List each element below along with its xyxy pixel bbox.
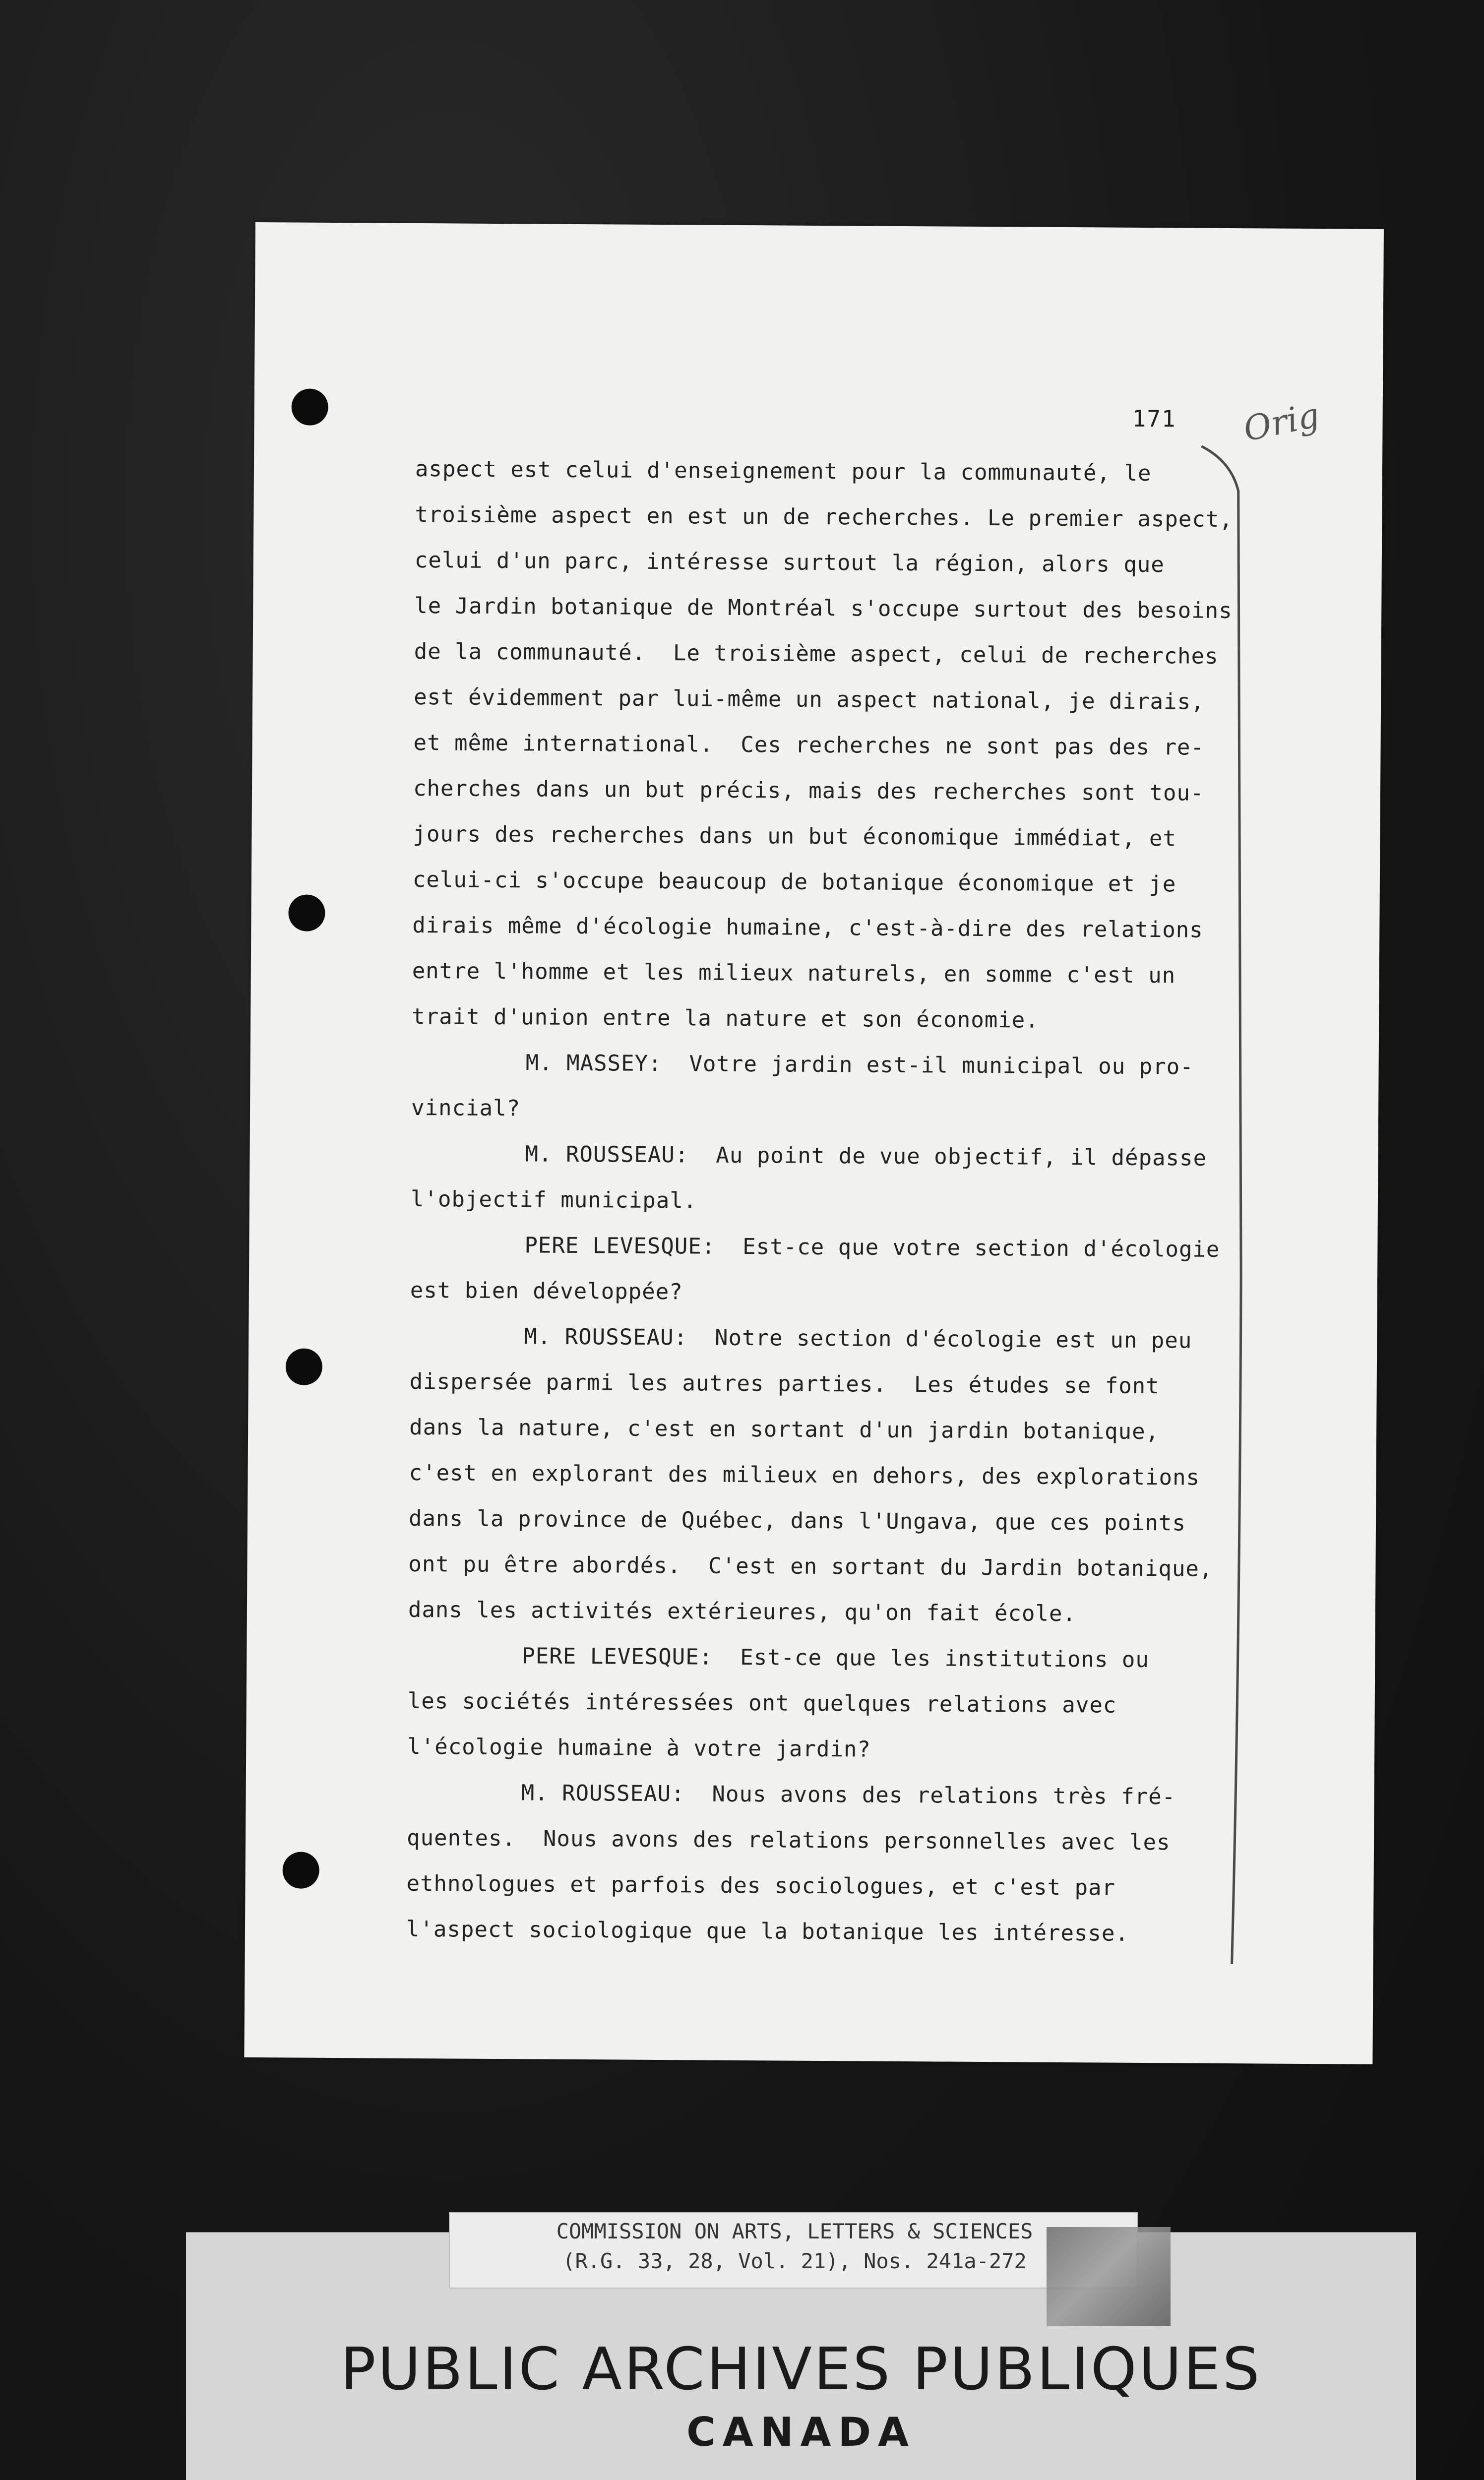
text-line: aspect est celui d'enseignement pour la communauté, le: [415, 456, 1152, 487]
text-line: troisième aspect en est un de recherches. Le premier aspect,: [415, 501, 1233, 533]
text-line: celui-ci s'occupe beaucoup de botanique économique et je: [412, 867, 1176, 897]
archive-reference-label: [449, 2212, 1138, 2289]
text-line: dispersée parmi les autres parties. Les études se font: [409, 1368, 1160, 1399]
document-page: [244, 222, 1384, 2064]
archive-stamp-title: PUBLIC ARCHIVES PUBLIQUES: [340, 2335, 1262, 2403]
text-line: PERE LEVESQUE: Est-ce que les institutions ou: [522, 1643, 1150, 1673]
text-line: quentes. Nous avons des relations personnelles avec les: [406, 1825, 1171, 1856]
text-line: entre l'homme et les milieux naturels, en somme c'est un: [412, 958, 1176, 989]
text-line: M. ROUSSEAU: Nous avons des relations très fré-: [521, 1780, 1176, 1810]
text-line: jours des recherches dans un but économique immédiat, et: [413, 821, 1177, 852]
text-line: dans la province de Québec, dans l'Ungava, que ces points: [408, 1505, 1186, 1536]
archive-label-line-1: COMMISSION ON ARTS, LETTERS & SCIENCES: [556, 2219, 1033, 2243]
text-line: l'aspect sociologique que la botanique les intéresse.: [406, 1916, 1129, 1946]
text-line: PERE LEVESQUE: Est-ce que votre section d'écologie: [524, 1233, 1220, 1262]
tape-patch: [1047, 2227, 1171, 2326]
text-line: dans la nature, c'est en sortant d'un jardin botanique,: [409, 1414, 1160, 1445]
text-line: est bien développée?: [410, 1277, 683, 1305]
text-line: cherches dans un but précis, mais des recherches sont tou-: [413, 775, 1204, 806]
punch-hole: [292, 388, 328, 425]
text-line: l'écologie humaine à votre jardin?: [407, 1734, 871, 1762]
text-line: M. ROUSSEAU: Notre section d'écologie est un peu: [524, 1324, 1192, 1354]
text-line: ont pu être abordés. C'est en sortant du Jardin botanique,: [408, 1551, 1213, 1582]
text-line: c'est en explorant des milieux en dehors, des explorations: [409, 1460, 1200, 1490]
punch-hole: [286, 1348, 322, 1385]
svg-text:Orig: Orig: [1240, 395, 1323, 449]
text-line: vincial?: [411, 1095, 521, 1121]
text-line: M. MASSEY: Votre jardin est-il municipal ou pro-: [525, 1050, 1194, 1080]
text-line: M. ROUSSEAU: Au point de vue objectif, il dépasse: [525, 1141, 1207, 1171]
text-line: trait d'union entre la nature et son économie.: [412, 1003, 1039, 1033]
archive-label-line-2: (R.G. 33, 28, Vol. 21), Nos. 241a-272: [562, 2249, 1027, 2273]
punch-hole: [282, 1852, 319, 1888]
text-line: dans les activités extérieures, qu'on fait école.: [408, 1597, 1077, 1627]
page-number: 171: [1132, 405, 1176, 433]
text-line: celui d'un parc, intéresse surtout la région, alors que: [414, 547, 1165, 578]
text-line: est évidemment par lui-même un aspect national, je dirais,: [414, 684, 1205, 715]
punch-hole: [288, 894, 325, 931]
text-line: les sociétés intéressées ont quelques relations avec: [407, 1688, 1117, 1718]
text-line: et même international. Ces recherches ne sont pas des re-: [413, 730, 1205, 760]
text-line: l'objectif municipal.: [410, 1186, 697, 1214]
text-line: dirais même d'écologie humaine, c'est-à-dire des relations: [412, 912, 1203, 943]
text-line: ethnologues et parfois des sociologues, et c'est par: [406, 1870, 1116, 1901]
typed-transcript-text: [406, 446, 1269, 1957]
text-line: le Jardin botanique de Montréal s'occupe surtout des besoins: [414, 593, 1233, 624]
text-line: de la communauté. Le troisième aspect, celui de recherches: [414, 638, 1219, 669]
archive-stamp-country: CANADA: [686, 2409, 916, 2455]
